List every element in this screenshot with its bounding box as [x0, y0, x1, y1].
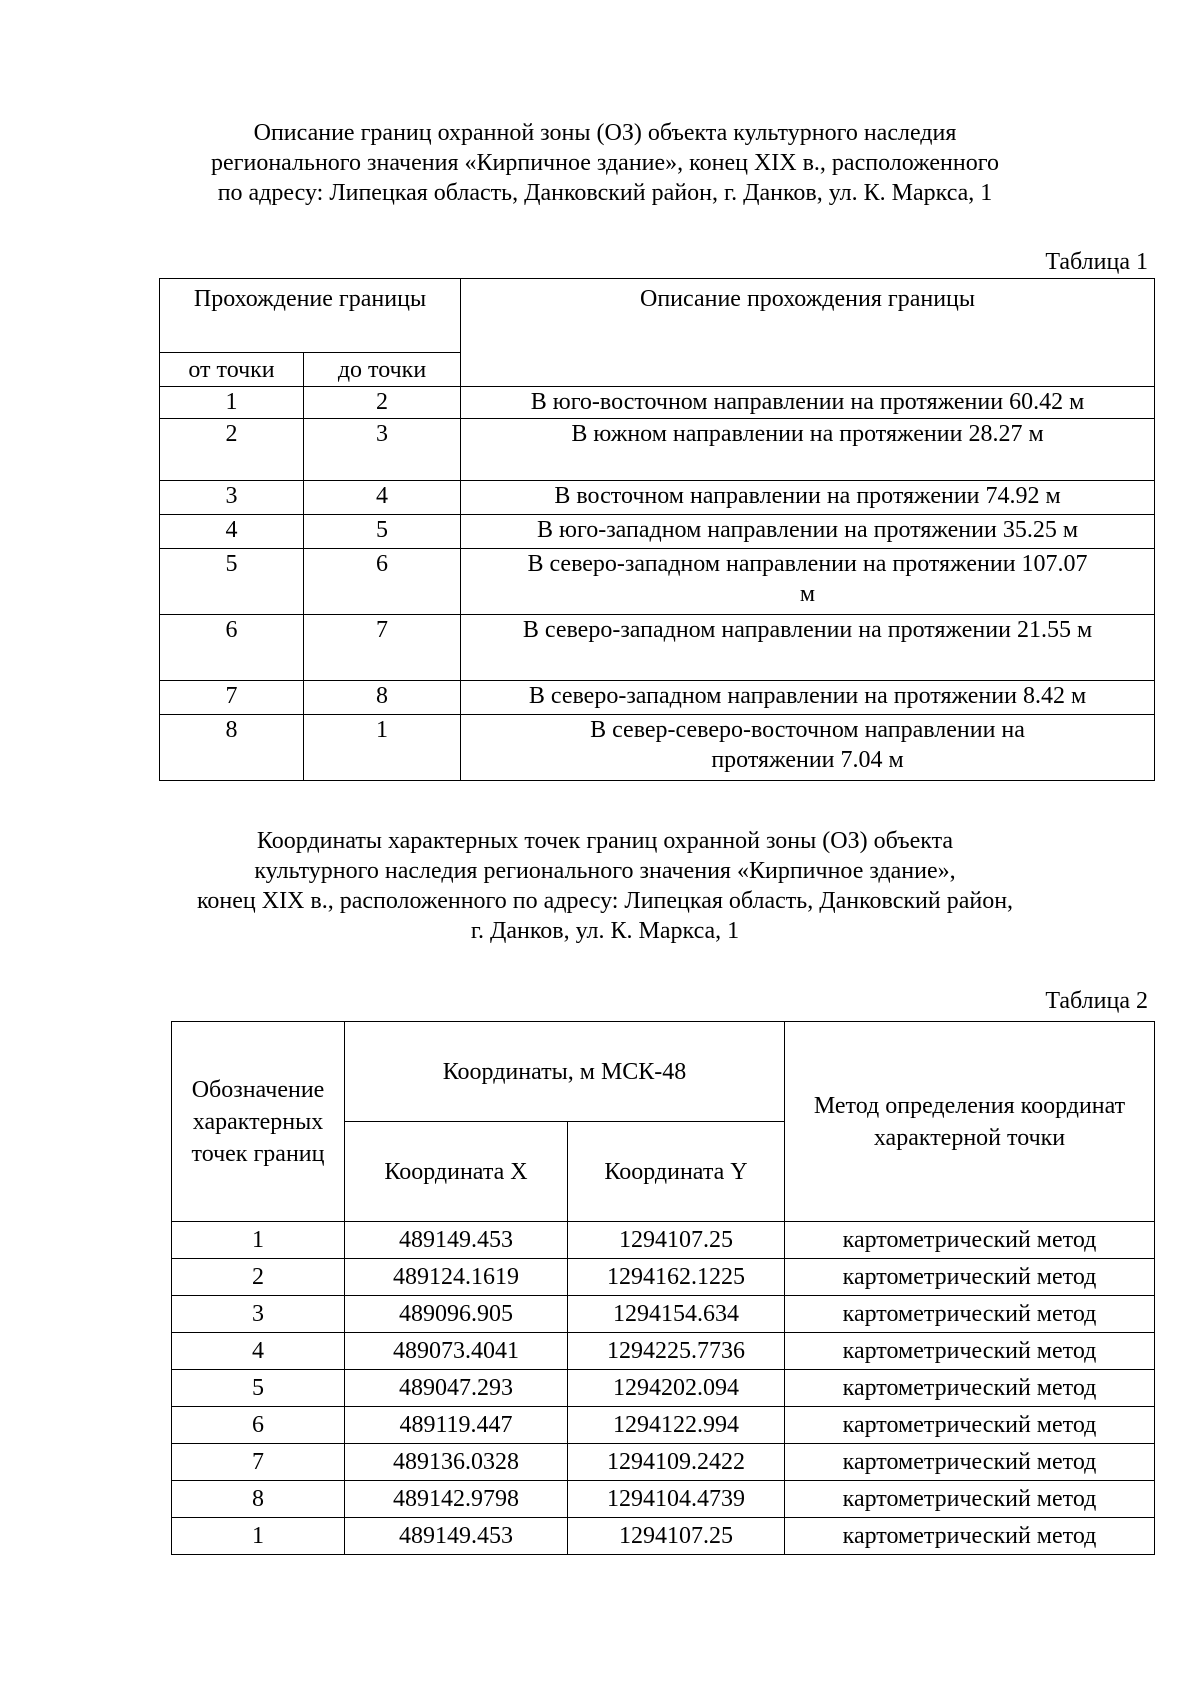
point-id: 1 — [172, 1222, 345, 1259]
coord-y: 1294122.994 — [568, 1407, 785, 1444]
section2-title-line: г. Данков, ул. К. Маркса, 1 — [470, 918, 740, 944]
coord-y: 1294154.634 — [568, 1296, 785, 1333]
to-point: 3 — [304, 419, 461, 481]
section1-title-line: регионального значения «Кирпичное здание», конец XIX в., расположенного — [210, 150, 999, 176]
to-point: 5 — [304, 515, 461, 549]
header-method: Метод определения координат характерной точки — [785, 1022, 1155, 1222]
table-row — [172, 1259, 1155, 1296]
from-point: 8 — [160, 715, 304, 781]
header-coord-x: Координата X — [345, 1122, 568, 1222]
from-point: 6 — [160, 615, 304, 681]
header-from-point: от точки — [160, 353, 304, 387]
boundary-desc: В северо-западном направлении на протяжении 21.55 м — [461, 615, 1155, 681]
from-point: 1 — [160, 387, 304, 419]
point-id: 4 — [172, 1333, 345, 1370]
to-point: 4 — [304, 481, 461, 515]
coord-x: 489136.0328 — [345, 1444, 568, 1481]
boundary-desc: В юго-западном направлении на протяжении 35.25 м — [461, 515, 1155, 549]
point-id: 6 — [172, 1407, 345, 1444]
header-boundary-description: Описание прохождения границы — [461, 279, 1155, 387]
coord-x: 489149.453 — [345, 1518, 568, 1555]
boundary-desc: В восточном направлении на протяжении 74.92 м — [461, 481, 1155, 515]
to-point: 8 — [304, 681, 461, 715]
point-id: 3 — [172, 1296, 345, 1333]
point-id: 8 — [172, 1481, 345, 1518]
section2-title — [160, 826, 1050, 946]
method: картометрический метод — [785, 1333, 1155, 1370]
coord-x: 489119.447 — [345, 1407, 568, 1444]
boundary-desc: В юго-восточном направлении на протяжении 60.42 м — [461, 387, 1155, 419]
point-id: 2 — [172, 1259, 345, 1296]
from-point: 7 — [160, 681, 304, 715]
coord-y: 1294225.7736 — [568, 1333, 785, 1370]
table-row — [172, 1407, 1155, 1444]
table-row — [160, 549, 1155, 615]
method: картометрический метод — [785, 1518, 1155, 1555]
boundary-desc: В северо-западном направлении на протяжении 8.42 м — [461, 681, 1155, 715]
coord-x: 489096.905 — [345, 1296, 568, 1333]
coord-y: 1294107.25 — [568, 1518, 785, 1555]
boundary-desc: В южном направлении на протяжении 28.27 м — [461, 419, 1155, 481]
from-point: 2 — [160, 419, 304, 481]
table-row — [160, 615, 1155, 681]
header-to-point: до точки — [304, 353, 461, 387]
to-point: 1 — [304, 715, 461, 781]
header-point-designation: Обозначение характерных точек границ — [172, 1022, 345, 1222]
table-row — [160, 387, 1155, 419]
point-id: 5 — [172, 1370, 345, 1407]
coord-y: 1294202.094 — [568, 1370, 785, 1407]
table-row — [172, 1481, 1155, 1518]
boundary-description-table — [159, 278, 1155, 781]
table1-label: Таблица 1 — [1045, 249, 1148, 275]
point-id: 7 — [172, 1444, 345, 1481]
method: картометрический метод — [785, 1259, 1155, 1296]
table-row — [172, 1333, 1155, 1370]
coord-x: 489073.4041 — [345, 1333, 568, 1370]
header-coord-y: Координата Y — [568, 1122, 785, 1222]
table-row — [160, 481, 1155, 515]
table2-label: Таблица 2 — [1045, 988, 1148, 1014]
from-point: 5 — [160, 549, 304, 615]
section2-title-line: культурного наследия регионального значения «Кирпичное здание», — [254, 858, 956, 884]
method: картометрический метод — [785, 1222, 1155, 1259]
section1-title-line: по адресу: Липецкая область, Данковский район, г. Данков, ул. К. Маркса, 1 — [217, 180, 993, 206]
coord-x: 489149.453 — [345, 1222, 568, 1259]
method: картометрический метод — [785, 1444, 1155, 1481]
boundary-desc: В северо-западном направлении на протяжении 107.07 м — [461, 549, 1155, 615]
table-row — [160, 681, 1155, 715]
coord-x: 489142.9798 — [345, 1481, 568, 1518]
header-coordinates: Координаты, м МСК-48 — [345, 1022, 785, 1122]
coord-x: 489124.1619 — [345, 1259, 568, 1296]
table-row — [160, 419, 1155, 481]
coord-y: 1294104.4739 — [568, 1481, 785, 1518]
coord-y: 1294162.1225 — [568, 1259, 785, 1296]
table-row — [172, 1444, 1155, 1481]
section1-title — [160, 118, 1050, 208]
coord-y: 1294107.25 — [568, 1222, 785, 1259]
point-id: 1 — [172, 1518, 345, 1555]
method: картометрический метод — [785, 1296, 1155, 1333]
to-point: 2 — [304, 387, 461, 419]
section2-title-line: конец XIX в., расположенного по адресу: Липецкая область, Данковский район, — [196, 888, 1014, 914]
coord-y: 1294109.2422 — [568, 1444, 785, 1481]
method: картометрический метод — [785, 1370, 1155, 1407]
table-row — [160, 715, 1155, 781]
method: картометрический метод — [785, 1481, 1155, 1518]
to-point: 7 — [304, 615, 461, 681]
table-row — [172, 1222, 1155, 1259]
table-row — [160, 515, 1155, 549]
coordinates-table — [171, 1021, 1155, 1555]
section2-title-line: Координаты характерных точек границ охранной зоны (ОЗ) объекта — [256, 828, 954, 854]
table-row — [172, 1296, 1155, 1333]
from-point: 4 — [160, 515, 304, 549]
table-row — [172, 1370, 1155, 1407]
to-point: 6 — [304, 549, 461, 615]
from-point: 3 — [160, 481, 304, 515]
coord-x: 489047.293 — [345, 1370, 568, 1407]
method: картометрический метод — [785, 1407, 1155, 1444]
section1-title-line: Описание границ охранной зоны (ОЗ) объекта культурного наследия — [253, 120, 957, 146]
boundary-desc: В север-северо-восточном направлении на протяжении 7.04 м — [461, 715, 1155, 781]
header-boundary-passage: Прохождение границы — [160, 279, 461, 353]
table-row — [172, 1518, 1155, 1555]
